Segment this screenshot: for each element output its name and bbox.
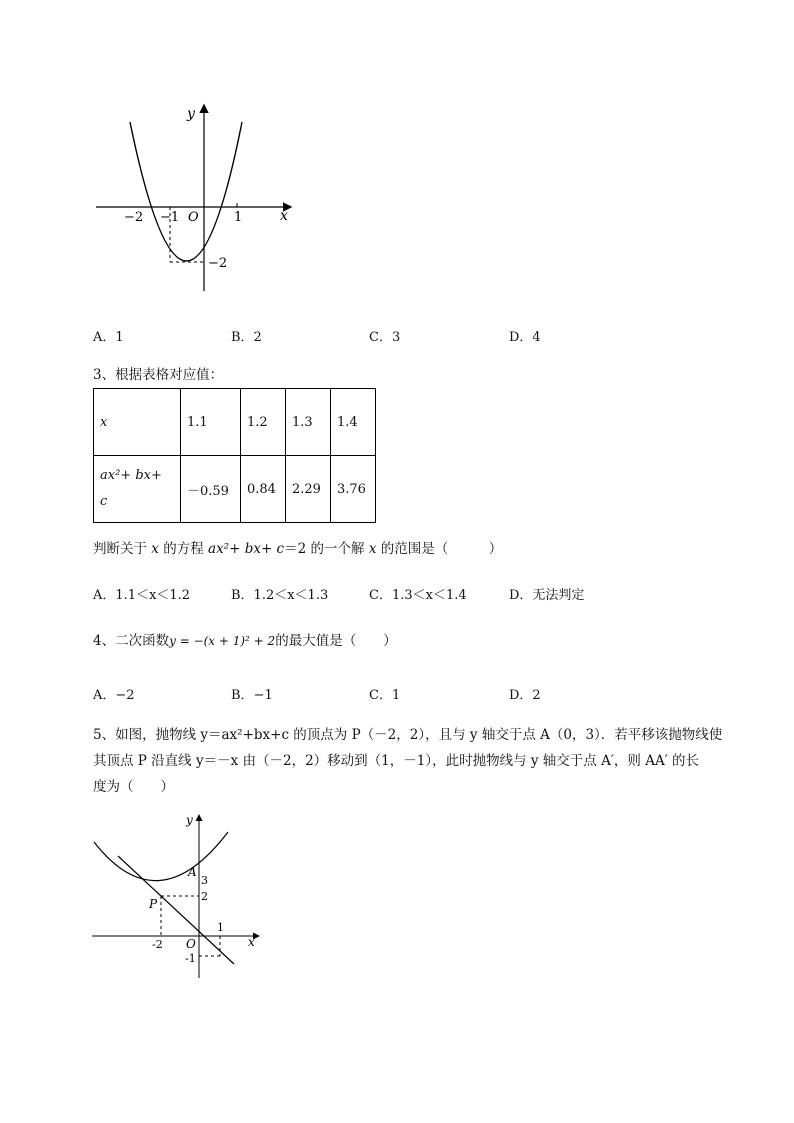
y2-label: 2	[201, 890, 208, 903]
row1-label: x	[100, 414, 108, 430]
point-a-label: A	[188, 865, 197, 879]
q4-option-d[interactable]: D．2	[509, 688, 541, 703]
q3-question-post: 的范围是（ ）	[380, 541, 503, 557]
q4-formula: y = −(x + 1)² + 2	[169, 634, 276, 648]
axis-y-label: y	[187, 106, 195, 122]
x-neg2-label: -2	[152, 938, 163, 951]
table-cell: 1.2	[241, 389, 286, 456]
q3-option-d[interactable]: D．无法判定	[509, 588, 585, 603]
parabola-graph-2	[90, 810, 270, 985]
table-cell-label	[94, 456, 181, 523]
q3-title: 3、根据表格对应值：	[93, 367, 224, 383]
tick-1-label: 1	[234, 210, 243, 225]
x-1-label: 1	[217, 921, 224, 934]
value-table	[93, 388, 376, 523]
q3-question-x: x	[151, 541, 159, 557]
table-cell: －0.59	[181, 456, 241, 523]
q3-question	[93, 538, 502, 560]
q5-line1: 5、如图，抛物线 y＝ax²+bx+c 的顶点为 P（－2，2），且与 y 轴交于点 A（0，3）．若平移该抛物线使	[93, 727, 723, 743]
row2-label-b: c	[100, 494, 108, 509]
q2-option-a[interactable]: A．1	[93, 330, 124, 345]
parabola-graph-1	[90, 98, 300, 298]
line-y-neg-x	[118, 856, 234, 964]
q3-option-b[interactable]: B．1.2＜x＜1.3	[231, 588, 329, 603]
y-mark-label: −2	[208, 256, 228, 271]
y-neg1-label: -1	[185, 952, 196, 965]
q3-option-c[interactable]: C．1.3＜x＜1.4	[369, 588, 467, 603]
q5-line3: 度为（ ）	[93, 779, 174, 795]
q4-prefix: 4、二次函数	[93, 633, 170, 649]
origin-label: O	[188, 210, 199, 225]
axis-y-label: y	[186, 813, 193, 827]
q4-question	[93, 630, 397, 652]
q3-option-a[interactable]: A．1.1＜x＜1.2	[93, 588, 191, 603]
q4-option-a[interactable]: A．−2	[93, 688, 135, 703]
table-cell: 0.84	[241, 456, 286, 523]
table-cell: 1.3	[286, 389, 331, 456]
table-cell: 1.4	[331, 389, 376, 456]
table-cell: 3.76	[331, 456, 376, 523]
axis-x-label: x	[280, 208, 288, 224]
row2-label-a: ax²+ bx+	[100, 468, 162, 483]
q2-option-b[interactable]: B．2	[231, 330, 262, 345]
table-row	[94, 389, 376, 456]
table-cell: 2.29	[286, 456, 331, 523]
q3-question-pre: 判断关于	[93, 541, 147, 557]
point-p-label: P	[149, 897, 158, 911]
parabola-curve	[130, 122, 242, 261]
q3-question-mid: 的方程	[163, 541, 204, 557]
q3-question-eq: ax²+ bx+ c	[208, 541, 285, 557]
table-cell: 1.1	[181, 389, 241, 456]
q5-line2: 其顶点 P 沿直线 y＝－x 由（－2，2）移动到（1，－1），此时抛物线与 y 轴交于点 A′，则 AA′ 的长	[93, 753, 700, 769]
q3-question-x2: x	[368, 541, 377, 557]
tick-neg1-label: −1	[160, 210, 180, 225]
q4-option-c[interactable]: C．1	[369, 688, 401, 703]
table-row	[94, 456, 376, 523]
q3-question-eq2: ＝2 的一个解	[284, 541, 365, 557]
q2-option-d[interactable]: D．4	[509, 330, 541, 345]
axis-x-label: x	[248, 935, 255, 949]
origin-label: O	[186, 937, 196, 951]
q4-option-b[interactable]: B．−1	[231, 688, 273, 703]
tick-neg2-label: −2	[124, 210, 144, 225]
table-cell-label	[94, 389, 181, 456]
y3-label: 3	[201, 874, 208, 887]
q4-suffix: 的最大值是（ ）	[275, 633, 397, 649]
q2-option-c[interactable]: C．3	[369, 330, 401, 345]
